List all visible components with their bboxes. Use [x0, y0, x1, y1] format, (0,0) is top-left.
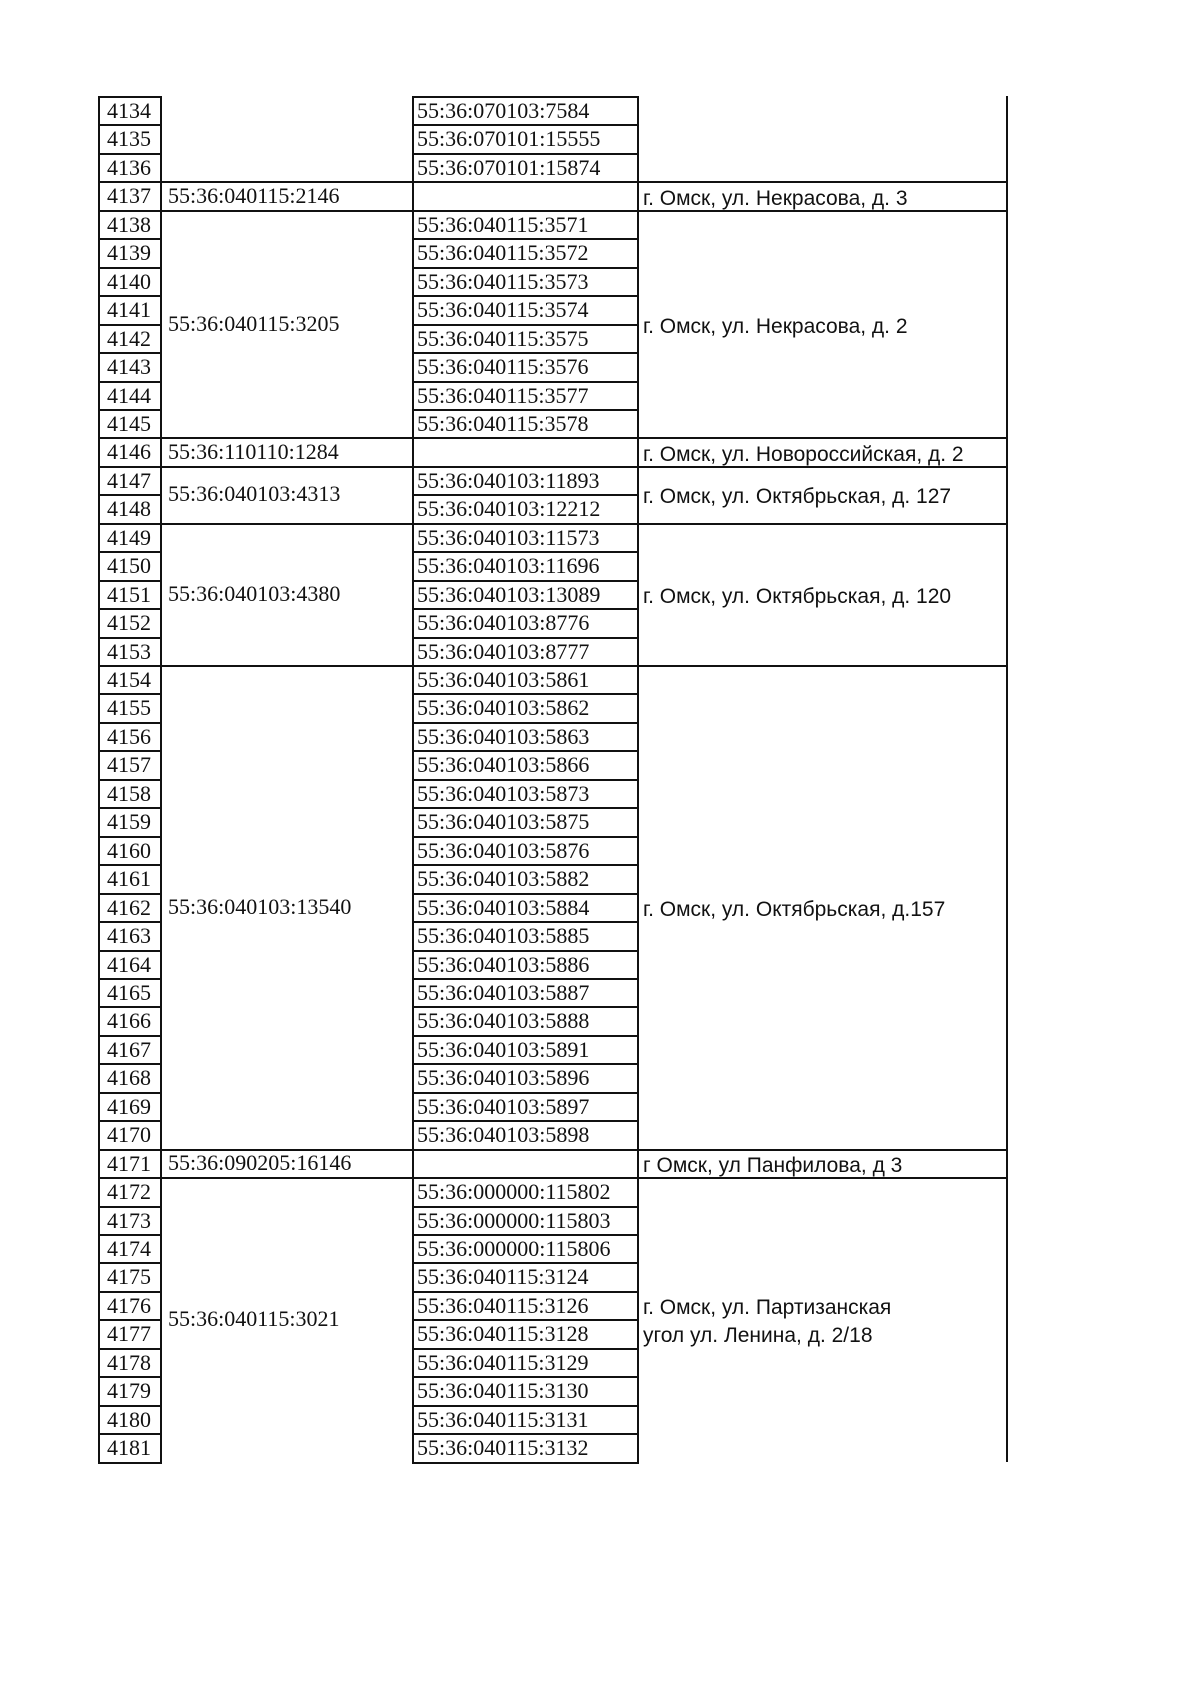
subparcel-number: 55:36:040103:5891 — [417, 1036, 590, 1062]
subparcel-col-left — [412, 1291, 414, 1321]
row-number: 4164 — [107, 951, 151, 977]
subparcel-number: 55:36:040103:5898 — [417, 1122, 590, 1148]
row-number: 4172 — [107, 1179, 151, 1205]
subparcel-col-left — [412, 750, 414, 780]
subparcel-col-left — [412, 1405, 414, 1435]
subparcel-col-right — [637, 153, 639, 183]
row-number: 4151 — [107, 581, 151, 607]
subparcel-col-left — [412, 551, 414, 581]
address — [639, 1294, 891, 1350]
subparcel-number: 55:36:040115:3572 — [417, 240, 589, 266]
subparcel-col-left — [412, 1433, 414, 1463]
address-line: г. Омск, ул. Партизанская — [643, 1296, 892, 1320]
table-divider-right — [1006, 96, 1008, 1462]
row-number: 4179 — [107, 1378, 151, 1404]
address-line: г. Омск, ул. Октябрьская, д.157 — [643, 897, 946, 921]
subparcel-col-right — [637, 1092, 639, 1122]
subparcel-number: 55:36:040103:5887 — [417, 979, 590, 1005]
subparcel-col-left — [412, 96, 414, 126]
subparcel-number: 55:36:040103:5885 — [417, 923, 590, 949]
row-number: 4157 — [107, 752, 151, 778]
subparcel-col-right — [637, 836, 639, 866]
subparcel-col-right — [637, 1433, 639, 1463]
subparcel-number: 55:36:040115:3575 — [417, 325, 589, 351]
subparcel-col-left — [412, 693, 414, 723]
row-number: 4135 — [107, 126, 151, 152]
row-number: 4175 — [107, 1264, 151, 1290]
subparcel-col-left — [412, 1234, 414, 1264]
subparcel-col-left — [412, 1092, 414, 1122]
subparcel-number: 55:36:040103:5882 — [417, 866, 590, 892]
subparcel-col-left — [412, 608, 414, 638]
row-number: 4145 — [107, 410, 151, 436]
row-number: 4173 — [107, 1207, 151, 1233]
address — [639, 185, 908, 213]
subparcel-col-left — [412, 1177, 414, 1207]
row-number: 4171 — [107, 1150, 151, 1176]
address-line: г. Омск, ул. Октябрьская, д. 120 — [643, 584, 952, 608]
subparcel-col-right — [637, 1006, 639, 1036]
subparcel-number: 55:36:040115:3131 — [417, 1406, 589, 1432]
subparcel-col-right — [637, 210, 639, 240]
subparcel-number: 55:36:040115:3128 — [417, 1321, 589, 1347]
subparcel-col-left — [412, 1206, 414, 1236]
subparcel-number: 55:36:040103:5866 — [417, 752, 590, 778]
subparcel-number: 55:36:040115:3574 — [417, 297, 589, 323]
row-number: 4176 — [107, 1292, 151, 1318]
subparcel-col-right — [637, 864, 639, 894]
row-number: 4162 — [107, 894, 151, 920]
subparcel-number: 55:36:040103:5896 — [417, 1065, 590, 1091]
parent-parcel-number: 55:36:040115:3205 — [168, 310, 340, 336]
row-number: 4180 — [107, 1406, 151, 1432]
table-border-bottom — [98, 1462, 162, 1464]
parent-parcel-number: 55:36:040115:2146 — [168, 182, 340, 208]
subparcel-number: 55:36:040103:5886 — [417, 951, 590, 977]
subparcel-col-left — [412, 409, 414, 439]
row-number: 4166 — [107, 1008, 151, 1034]
row-number: 4148 — [107, 496, 151, 522]
subparcel-col-left — [412, 1348, 414, 1378]
subparcel-col-left — [412, 836, 414, 866]
row-number: 4142 — [107, 325, 151, 351]
subparcel-col-right — [637, 551, 639, 581]
row-number: 4138 — [107, 211, 151, 237]
subparcel-col-left — [412, 494, 414, 524]
row-number: 4154 — [107, 667, 151, 692]
subparcel-col-right — [637, 352, 639, 382]
subparcel-col-left — [412, 466, 414, 496]
subparcel-col-right — [637, 807, 639, 837]
parent-parcel-number: 55:36:040103:4380 — [168, 580, 341, 606]
subparcel-col-right — [637, 1120, 639, 1150]
subparcel-number: 55:36:040103:5884 — [417, 894, 590, 920]
subparcel-col-right — [637, 1063, 639, 1093]
subparcel-number: 55:36:040103:12212 — [417, 496, 601, 522]
subparcel-number: 55:36:070103:7584 — [417, 98, 590, 123]
subparcel-col-right — [637, 1348, 639, 1378]
subparcel-col-left — [412, 381, 414, 411]
subparcel-col-left — [412, 238, 414, 268]
parent-parcel-number: 55:36:040103:4313 — [168, 481, 341, 507]
subparcel-col-right — [637, 267, 639, 297]
subparcel-col-right — [637, 1035, 639, 1065]
row-number: 4163 — [107, 923, 151, 949]
row-number: 4160 — [107, 837, 151, 863]
subparcel-col-left — [412, 978, 414, 1008]
parent-parcel-number: 55:36:110110:1284 — [168, 438, 339, 464]
subparcel-col-right — [637, 124, 639, 154]
subparcel-col-right — [637, 722, 639, 752]
subparcel-number: 55:36:040115:3573 — [417, 268, 589, 294]
subparcel-number: 55:36:040115:3126 — [417, 1292, 589, 1318]
subparcel-col-left — [412, 124, 414, 154]
subparcel-col-left — [412, 722, 414, 752]
subparcel-col-left — [412, 1006, 414, 1036]
subparcel-number: 55:36:040115:3578 — [417, 410, 589, 436]
address-line: г. Омск, ул. Октябрьская, д. 127 — [643, 485, 952, 509]
subparcel-col-left — [412, 637, 414, 667]
row-number: 4165 — [107, 979, 151, 1005]
row-number: 4153 — [107, 638, 151, 664]
row-number: 4174 — [107, 1236, 151, 1261]
subparcel-col-left — [412, 1035, 414, 1065]
subparcel-number: 55:36:070101:15555 — [417, 126, 601, 152]
subparcel-number: 55:36:040115:3130 — [417, 1378, 589, 1404]
subparcel-number: 55:36:040103:5861 — [417, 667, 590, 692]
row-number: 4139 — [107, 240, 151, 266]
address — [639, 896, 945, 924]
subparcel-col-right — [637, 665, 639, 695]
subparcel-col-right — [637, 1177, 639, 1207]
row-number: 4159 — [107, 809, 151, 835]
subparcel-col-left — [412, 181, 414, 211]
subparcel-col-left — [412, 295, 414, 325]
subparcel-number: 55:36:040103:5862 — [417, 695, 590, 721]
subparcel-col-right — [637, 637, 639, 667]
subparcel-col-left — [412, 893, 414, 923]
address — [639, 313, 908, 341]
subparcel-col-left — [412, 1376, 414, 1406]
subparcel-number: 55:36:040103:11696 — [417, 553, 600, 579]
row-number: 4178 — [107, 1349, 151, 1375]
subparcel-col-left — [412, 1319, 414, 1349]
subparcel-col-left — [412, 437, 414, 467]
row-number: 4144 — [107, 382, 151, 408]
row-number: 4155 — [107, 695, 151, 721]
subparcel-col-left — [412, 580, 414, 610]
row-number: 4143 — [107, 354, 151, 380]
address-line: г. Омск, ул. Новороссийская, д. 2 — [643, 442, 964, 466]
subparcel-col-right — [637, 1234, 639, 1264]
subparcel-number: 55:36:040115:3576 — [417, 354, 589, 380]
subparcel-col-right — [637, 409, 639, 439]
subparcel-col-left — [412, 665, 414, 695]
subparcel-col-left — [412, 1149, 414, 1179]
subparcel-col-right — [637, 608, 639, 638]
address-line: угол ул. Ленина, д. 2/18 — [643, 1324, 873, 1348]
subparcel-col-right — [637, 1376, 639, 1406]
subparcel-number: 55:36:070101:15874 — [417, 154, 601, 180]
address — [639, 1152, 902, 1180]
subparcel-number: 55:36:040103:11893 — [417, 467, 600, 493]
row-number: 4181 — [107, 1435, 151, 1461]
row-number: 4168 — [107, 1065, 151, 1091]
row-number: 4169 — [107, 1093, 151, 1119]
row-number: 4158 — [107, 780, 151, 806]
subparcel-col-left — [412, 807, 414, 837]
subparcel-row-line — [412, 1462, 639, 1464]
subparcel-number: 55:36:040115:3132 — [417, 1435, 589, 1461]
subparcel-number: 55:36:040103:5897 — [417, 1093, 590, 1119]
subparcel-number: 55:36:000000:115802 — [417, 1179, 611, 1205]
subparcel-col-right — [637, 921, 639, 951]
subparcel-number: 55:36:040103:8776 — [417, 610, 590, 636]
address-line: г Омск, ул Панфилова, д 3 — [643, 1153, 903, 1177]
address-line: г. Омск, ул. Некрасова, д. 2 — [643, 314, 908, 338]
subparcel-col-left — [412, 324, 414, 354]
subparcel-number: 55:36:040103:5875 — [417, 809, 590, 835]
subparcel-number: 55:36:040115:3577 — [417, 382, 589, 408]
subparcel-col-right — [637, 750, 639, 780]
subparcel-col-left — [412, 210, 414, 240]
row-number: 4161 — [107, 866, 151, 892]
row-number: 4149 — [107, 524, 151, 550]
subparcel-col-left — [412, 950, 414, 980]
subparcel-number: 55:36:040103:5888 — [417, 1008, 590, 1034]
subparcel-col-right — [637, 1405, 639, 1435]
subparcel-number: 55:36:040115:3129 — [417, 1349, 589, 1375]
row-number: 4152 — [107, 610, 151, 636]
subparcel-col-left — [412, 523, 414, 553]
subparcel-number: 55:36:040115:3571 — [417, 211, 589, 237]
subparcel-number: 55:36:040103:5863 — [417, 723, 590, 749]
row-number: 4146 — [107, 439, 151, 465]
subparcel-col-right — [637, 978, 639, 1008]
row-number: 4170 — [107, 1122, 151, 1148]
row-number: 4141 — [107, 297, 151, 323]
subparcel-col-left — [412, 779, 414, 809]
subparcel-col-right — [637, 1206, 639, 1236]
subparcel-number: 55:36:040115:3124 — [417, 1264, 589, 1290]
address — [639, 583, 951, 611]
subparcel-col-left — [412, 153, 414, 183]
row-number: 4140 — [107, 268, 151, 294]
subparcel-col-right — [637, 950, 639, 980]
subparcel-col-right — [637, 779, 639, 809]
row-number: 4177 — [107, 1321, 151, 1347]
subparcel-number: 55:36:000000:115803 — [417, 1207, 611, 1233]
parent-parcel-number: 55:36:090205:16146 — [168, 1149, 352, 1175]
subparcel-col-right — [637, 96, 639, 126]
address — [639, 483, 951, 511]
subparcel-number: 55:36:040103:5876 — [417, 837, 590, 863]
row-number: 4137 — [107, 183, 151, 209]
row-number: 4156 — [107, 723, 151, 749]
subparcel-col-left — [412, 267, 414, 297]
subparcel-col-right — [637, 523, 639, 553]
address — [639, 441, 964, 469]
subparcel-col-left — [412, 921, 414, 951]
address-line: г. Омск, ул. Некрасова, д. 3 — [643, 186, 908, 210]
subparcel-col-right — [637, 693, 639, 723]
subparcel-number: 55:36:040103:5873 — [417, 780, 590, 806]
parent-parcel-number: 55:36:040115:3021 — [168, 1306, 340, 1332]
row-number: 4136 — [107, 154, 151, 180]
subparcel-col-right — [637, 1262, 639, 1292]
row-number: 4167 — [107, 1036, 151, 1062]
subparcel-col-left — [412, 1120, 414, 1150]
subparcel-number: 55:36:000000:115806 — [417, 1236, 611, 1261]
subparcel-col-right — [637, 381, 639, 411]
subparcel-number: 55:36:040103:11573 — [417, 524, 600, 550]
row-number: 4147 — [107, 467, 151, 493]
subparcel-col-left — [412, 864, 414, 894]
subparcel-col-left — [412, 1063, 414, 1093]
row-number: 4150 — [107, 553, 151, 579]
row-number: 4134 — [107, 98, 151, 123]
subparcel-col-right — [637, 238, 639, 268]
parent-parcel-number: 55:36:040103:13540 — [168, 893, 352, 919]
subparcel-col-left — [412, 352, 414, 382]
subparcel-col-left — [412, 1262, 414, 1292]
subparcel-number: 55:36:040103:8777 — [417, 638, 590, 664]
subparcel-number: 55:36:040103:13089 — [417, 581, 601, 607]
